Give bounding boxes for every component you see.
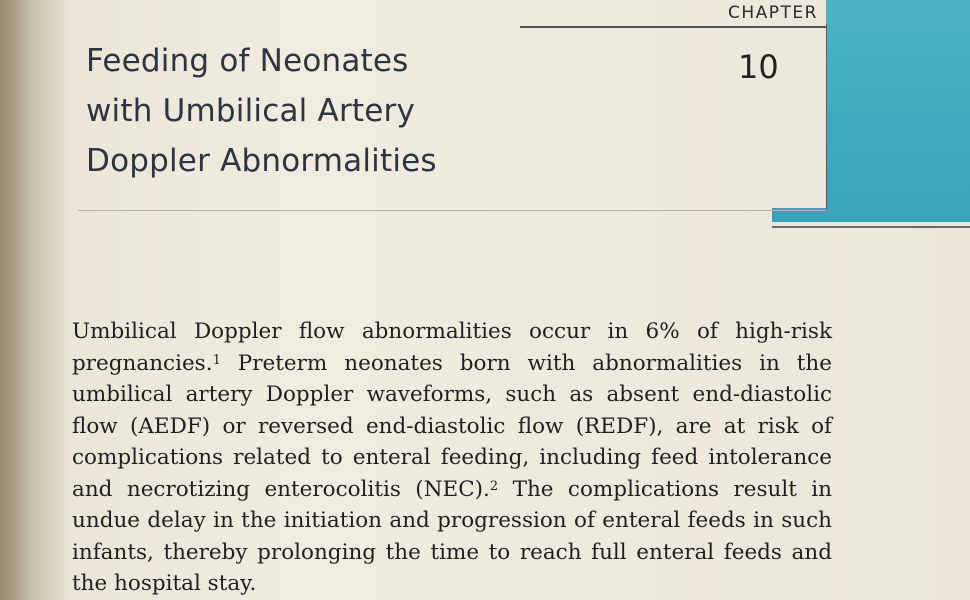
body-text-segment: The complications result in undue delay in the initiation and progression of enteral feeds in such infants, thereby prolonging the time to reach full enteral feeds and the hospital stay. [72, 476, 832, 596]
reference-marker: 1 [212, 352, 221, 368]
chapter-title-line: with Umbilical Artery [86, 93, 416, 129]
chapter-title [86, 36, 516, 186]
reference-marker: 2 [489, 478, 499, 494]
body-text-segment: Preterm neonates born with abnormalities in the umbilical artery Doppler waveforms, such as absent end-diastolic flow (AEDF) or reversed end-diastolic flow (REDF), are at risk of complications related to enteral feeding, including feed intolerance and necrotizing enterocolitis (NEC). [72, 350, 832, 502]
chapter-number: 10 [738, 48, 779, 86]
chapter-title-line: Feeding of Neonates [86, 43, 409, 79]
chapter-label: CHAPTER [728, 3, 818, 23]
body-paragraph [72, 316, 832, 600]
binding-shadow [0, 0, 70, 600]
chapter-color-tab [826, 0, 970, 222]
divider-rule [772, 226, 970, 228]
body-text-segment: Umbilical Doppler flow abnormalities occur in 6% of high-risk pregnancies. [72, 319, 832, 376]
heading-top-rule [520, 26, 826, 28]
chapter-title-line: Doppler Abnormalities [86, 143, 437, 179]
